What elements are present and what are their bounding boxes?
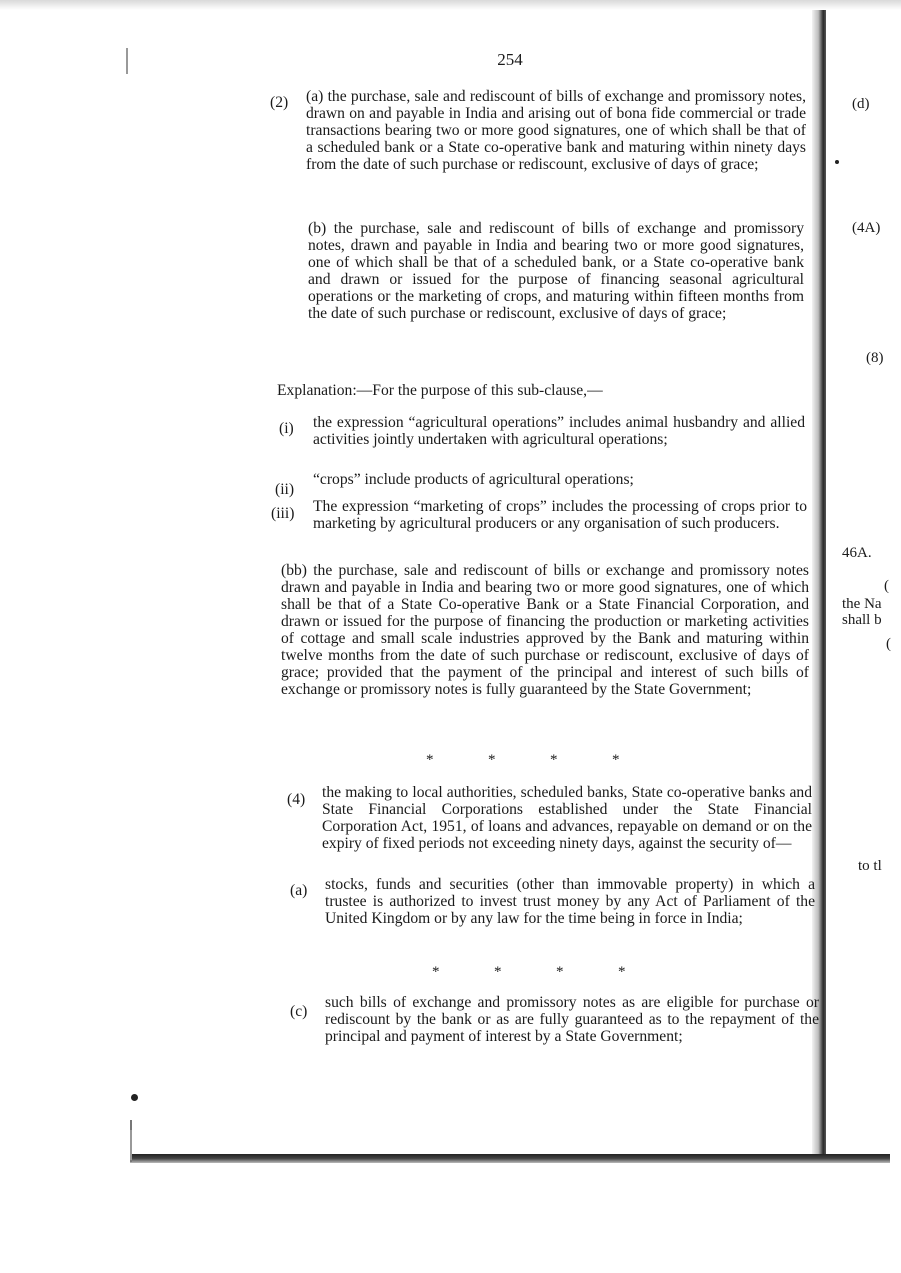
star: * xyxy=(612,752,620,768)
margin-label: ( xyxy=(886,636,891,652)
scan-left-tick xyxy=(126,48,128,74)
clause-number: (4) xyxy=(287,791,306,808)
omission-stars xyxy=(426,752,674,769)
clause-c-text: such bills of exchange and promissory notes as are eligible for purchase or rediscount by the bank or as are fully guaranteed as to the repayment of the principal and payment of interest by a State Government; xyxy=(325,994,819,1045)
scan-dot xyxy=(835,160,839,164)
clause-4-text: the making to local authorities, scheduled banks, State co-operative banks and State Financial Corporations established under the State Financial Corporation Act, 1951, of loans and advances, repayable on demand or on the expiry of fixed periods not exceeding ninety days, against the security of— xyxy=(322,784,812,852)
explanation-item-text: the expression “agricultural operations” includes animal husbandry and allied activities jointly undertaken with agricultural operations; xyxy=(313,414,805,448)
explanation-item-number: (i) xyxy=(279,420,294,437)
page-number: 254 xyxy=(497,50,523,69)
scan-left-tick-bottom xyxy=(130,1130,132,1160)
clause-number: (2) xyxy=(270,94,289,111)
margin-label: to tl xyxy=(858,858,882,874)
page-binding-shadow xyxy=(812,10,826,1160)
explanation-item-number: (ii) xyxy=(275,481,295,498)
scan-top-edge xyxy=(0,0,901,10)
star: * xyxy=(618,964,626,980)
star: * xyxy=(432,964,440,980)
scan-dot xyxy=(131,1094,138,1101)
margin-label: the Na xyxy=(842,596,882,612)
explanation-item-number: (iii) xyxy=(271,505,295,522)
margin-label: (d) xyxy=(852,96,870,112)
margin-label: ( xyxy=(884,578,889,594)
star: * xyxy=(494,964,502,980)
clause-bb-text: (bb) the purchase, sale and rediscount of bills or exchange and promissory notes drawn and payable in India and bearing two or more good signatures, one of which shall be that of a State Co-operative Bank or a State Financial Corporation, and drawn or issued for the purpose of financing the production or marketing activities of cottage and small scale industries approved by the Bank and maturing within twelve months from the date of such purchase or rediscount, exclusive of days of grace; provided that the payment of the principal and interest of such bills of exchange or promissory notes is fully guaranteed by the State Government; xyxy=(281,562,809,698)
clause-4a-text: stocks, funds and securities (other than immovable property) in which a trustee is authorized to invest trust money by any Act of Parliament of the United Kingdom or by any law for the time being in force in India; xyxy=(325,876,815,927)
margin-label: (8) xyxy=(866,350,884,366)
explanation-item-text: “crops” include products of agricultural operations; xyxy=(313,471,634,488)
explanation-heading: Explanation:—For the purpose of this sub-clause,— xyxy=(277,382,603,399)
margin-label: shall b xyxy=(842,612,882,628)
clause-4a-number: (a) xyxy=(290,882,308,899)
clause-c-number: (c) xyxy=(290,1003,308,1020)
explanation-item-text: The expression “marketing of crops” includes the processing of crops prior to marketing by agricultural producers or any organisation of such producers. xyxy=(313,498,807,532)
margin-label: 46A. xyxy=(842,545,872,561)
clause-2a-text: (a) the purchase, sale and rediscount of bills of exchange and promissory notes, drawn on and payable in India and arising out of bona fide commercial or trade transactions bearing two or more good signatures, one of which shall be that of a scheduled bank or a State co-operative bank and maturing within ninety days from the date of such purchase or rediscount, exclusive of days of grace; xyxy=(306,88,806,173)
star: * xyxy=(488,752,496,768)
star: * xyxy=(550,752,558,768)
star: * xyxy=(426,752,434,768)
clause-2b-text: (b) the purchase, sale and rediscount of bills of exchange and promissory notes, drawn and payable in India and bearing two or more good signatures, one of which shall be that of a scheduled bank, or a State co-operative bank and drawn or issued for the purpose of financing seasonal agricultural operations or the marketing of crops, and maturing within fifteen months from the date of such purchase or rediscount, exclusive of days of grace; xyxy=(308,220,804,322)
star: * xyxy=(556,964,564,980)
omission-stars xyxy=(432,964,680,981)
page-bottom-edge xyxy=(130,1154,890,1163)
margin-label: (4A) xyxy=(852,220,881,236)
